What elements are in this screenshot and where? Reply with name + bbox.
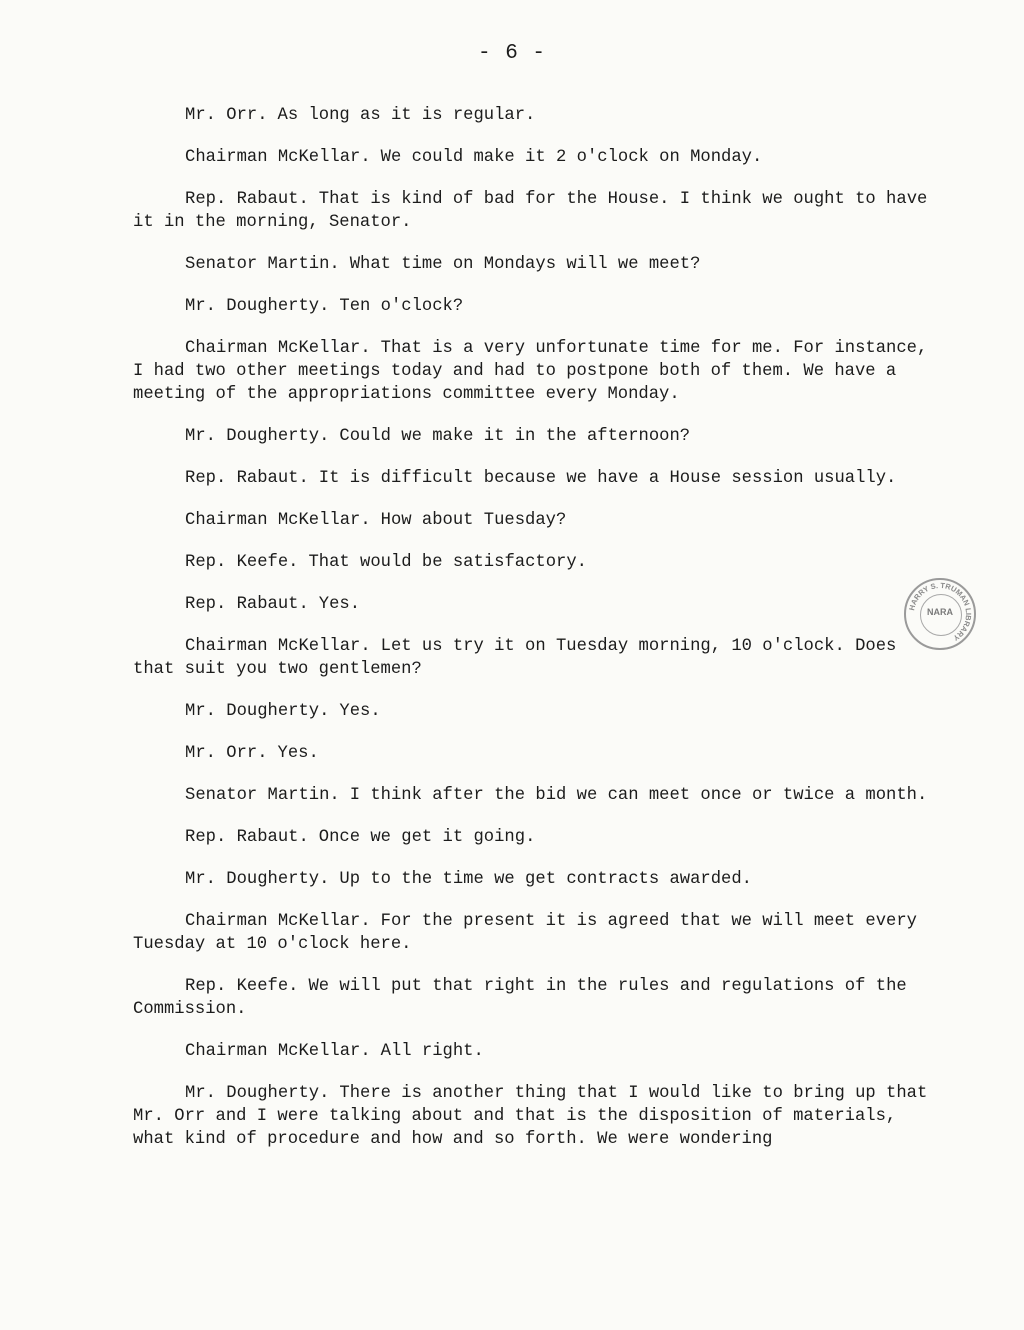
transcript-entry bbox=[133, 467, 933, 490]
transcript-entry bbox=[133, 146, 933, 169]
statement-text: That is a very unfortunate time for me. For instance, I had two other meetings today and had to postpone both of them. We have a meeting of the appropriations committee every Monday. bbox=[133, 339, 928, 404]
transcript-entry bbox=[133, 295, 933, 318]
speaker-name: Mr. Dougherty. bbox=[185, 702, 330, 721]
transcript bbox=[133, 104, 933, 1170]
statement-text: Could we make it in the afternoon? bbox=[339, 427, 691, 446]
transcript-entry bbox=[133, 104, 933, 127]
speaker-name: Senator Martin. bbox=[185, 786, 340, 805]
statement-text: Yes. bbox=[318, 595, 361, 614]
statement-text: As long as it is regular. bbox=[277, 106, 536, 125]
statement-text: How about Tuesday? bbox=[380, 511, 567, 530]
transcript-entry bbox=[133, 784, 933, 807]
speaker-name: Rep. Rabaut. bbox=[185, 595, 309, 614]
statement-text: I think after the bid we can meet once or twice a month. bbox=[349, 786, 928, 805]
transcript-entry bbox=[133, 425, 933, 448]
speaker-name: Chairman McKellar. bbox=[185, 339, 371, 358]
statement-text: That is kind of bad for the House. I think we ought to have it in the morning, Senator. bbox=[133, 190, 928, 232]
svg-text:HARRY S. TRUMAN LIBRARY: HARRY S. TRUMAN LIBRARY bbox=[907, 580, 974, 643]
transcript-entry bbox=[133, 1082, 933, 1151]
transcript-entry bbox=[133, 742, 933, 765]
transcript-entry bbox=[133, 975, 933, 1021]
speaker-name: Rep. Keefe. bbox=[185, 977, 299, 996]
statement-text: We will put that right in the rules and regulations of the Commission. bbox=[133, 977, 907, 1019]
transcript-entry bbox=[133, 593, 933, 616]
speaker-name: Mr. Orr. bbox=[185, 106, 268, 125]
speaker-name: Mr. Dougherty. bbox=[185, 1084, 330, 1103]
speaker-name: Chairman McKellar. bbox=[185, 148, 371, 167]
page-number: - 6 - bbox=[477, 42, 546, 65]
speaker-name: Mr. Dougherty. bbox=[185, 297, 330, 316]
speaker-name: Rep. Rabaut. bbox=[185, 190, 309, 209]
transcript-entry bbox=[133, 635, 933, 681]
transcript-entry bbox=[133, 551, 933, 574]
transcript-entry bbox=[133, 188, 933, 234]
speaker-name: Chairman McKellar. bbox=[185, 912, 371, 931]
statement-text: It is difficult because we have a House session usually. bbox=[318, 469, 897, 488]
statement-text: Up to the time we get contracts awarded. bbox=[339, 870, 752, 889]
transcript-entry bbox=[133, 910, 933, 956]
transcript-entry bbox=[133, 337, 933, 406]
speaker-name: Chairman McKellar. bbox=[185, 1042, 371, 1061]
speaker-name: Chairman McKellar. bbox=[185, 637, 371, 656]
statement-text: Yes. bbox=[277, 744, 319, 763]
statement-text: What time on Mondays will we meet? bbox=[349, 255, 701, 274]
statement-text: Let us try it on Tuesday morning, 10 o'clock. Does that suit you two gentlemen? bbox=[133, 637, 897, 679]
statement-text: All right. bbox=[380, 1042, 484, 1061]
speaker-name: Rep. Rabaut. bbox=[185, 469, 309, 488]
transcript-entry bbox=[133, 253, 933, 276]
speaker-name: Mr. Dougherty. bbox=[185, 427, 330, 446]
statement-text: For the present it is agreed that we will meet every Tuesday at 10 o'clock here. bbox=[133, 912, 917, 954]
statement-text: We could make it 2 o'clock on Monday. bbox=[380, 148, 763, 167]
transcript-entry bbox=[133, 700, 933, 723]
statement-text: Ten o'clock? bbox=[339, 297, 464, 316]
statement-text: Yes. bbox=[339, 702, 381, 721]
transcript-entry bbox=[133, 868, 933, 891]
statement-text: There is another thing that I would like to bring up that Mr. Orr and I were talking about and that is the disposition of materials, what kind of procedure and how and so forth. We were wondering bbox=[133, 1084, 928, 1149]
transcript-entry bbox=[133, 509, 933, 532]
statement-text: Once we get it going. bbox=[318, 828, 536, 847]
speaker-name: Mr. Dougherty. bbox=[185, 870, 330, 889]
speaker-name: Rep. Rabaut. bbox=[185, 828, 309, 847]
transcript-entry bbox=[133, 826, 933, 849]
speaker-name: Rep. Keefe. bbox=[185, 553, 299, 572]
speaker-name: Senator Martin. bbox=[185, 255, 340, 274]
speaker-name: Mr. Orr. bbox=[185, 744, 268, 763]
stamp-center-text: NARA bbox=[927, 607, 953, 617]
speaker-name: Chairman McKellar. bbox=[185, 511, 371, 530]
statement-text: That would be satisfactory. bbox=[308, 553, 587, 572]
transcript-entry bbox=[133, 1040, 933, 1063]
